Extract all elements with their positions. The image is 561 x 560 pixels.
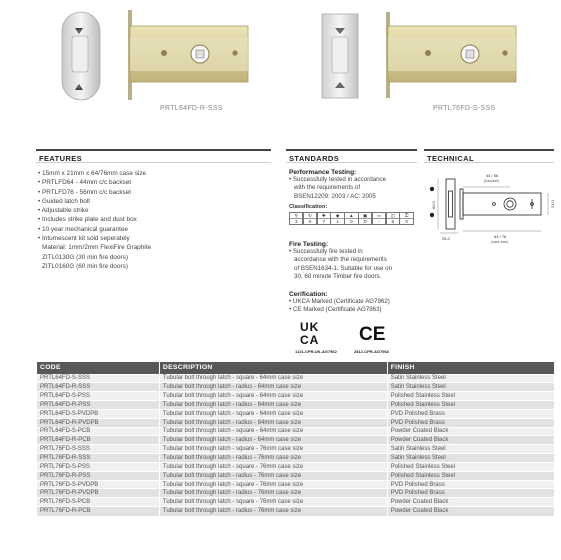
classification-cell: ▭ -	[372, 212, 386, 225]
column-header-description: DESCRIPTION	[159, 362, 387, 374]
column-header-finish: FINISH	[387, 362, 554, 374]
table-header-row	[37, 362, 555, 374]
classification-cell: ◆ 1	[330, 212, 344, 225]
classification-cell: ◫ 8	[386, 212, 400, 225]
feature-item: • Guided latch bolt	[38, 197, 90, 205]
cell-description: Tubular bolt through latch - square - 64mm case size	[159, 427, 387, 436]
certification-text: • CE Marked (Certificate AG7963)	[289, 306, 382, 314]
cell-code: PRTL64FD-R-PVDPB	[37, 418, 160, 427]
dim-height: 60.0	[431, 201, 436, 209]
cell-code: PRTL64FD-S-SSS	[37, 374, 160, 383]
certification-marks	[292, 318, 407, 356]
table-row	[37, 418, 555, 427]
cell-finish: Satin Stainless Steel	[387, 454, 554, 463]
cell-description: Tubular bolt through latch - square - 76mm case size	[159, 445, 387, 454]
feature-item: • PRTLFD64 - 44mm c/c backset	[38, 179, 132, 187]
feature-item: • 10 year mechanical guarantee	[38, 225, 128, 233]
cell-code: PRTL76FD-R-PCB	[37, 507, 160, 516]
cell-finish: PVD Polished Brass	[387, 409, 554, 418]
cell-finish: Powder Coated Black	[387, 507, 554, 516]
feature-item: • PRTLFD76 - 56mm c/c backset	[38, 188, 132, 196]
dim-backset-sub: (backset)	[484, 179, 499, 183]
cell-description: Tubular bolt through latch - square - 76mm case size	[159, 480, 387, 489]
table-row	[37, 427, 555, 436]
cell-code: PRTL76FD-S-PCB	[37, 498, 160, 507]
cell-code: PRTL64FD-S-PVDPB	[37, 409, 160, 418]
classification-cell: ✚ 7	[317, 212, 331, 225]
fire-title: Fire Testing:	[289, 241, 329, 248]
cell-code: PRTL76FD-R-PSS	[37, 471, 160, 480]
cell-description: Tubular bolt through latch - square - 64mm case size	[159, 409, 387, 418]
cell-code: PRTL76FD-R-PVDPB	[37, 489, 160, 498]
fire-testing	[289, 241, 419, 281]
standards-heading: STANDARDS	[286, 149, 417, 163]
cell-code: PRTL64FD-S-PCB	[37, 427, 160, 436]
certification	[289, 291, 419, 315]
table-row	[37, 471, 555, 480]
classification-cell: ▲ 0	[344, 212, 358, 225]
cell-description: Tubular bolt through latch - radius - 76mm case size	[159, 471, 387, 480]
fire-text: 30, 60 minute Timber fire doors.	[294, 272, 382, 280]
table-row	[37, 454, 555, 463]
product-code-label: PRTL76FD-S-SSS	[433, 105, 496, 112]
cell-code: PRTL64FD-R-SSS	[37, 383, 160, 392]
cell-description: Tubular bolt through latch - square - 64mm case size	[159, 374, 387, 383]
fire-text: • Successfully fire tested in	[289, 248, 363, 255]
cell-code: PRTL76FD-S-PSS	[37, 462, 160, 471]
cell-finish: Satin Stainless Steel	[387, 445, 554, 454]
features-list	[38, 169, 263, 271]
performance-title: Performance Testing:	[289, 169, 357, 176]
cell-description: Tubular bolt through latch - radius - 64mm case size	[159, 436, 387, 445]
cell-description: Tubular bolt through latch - radius - 76mm case size	[159, 507, 387, 516]
technical-heading: TECHNICAL	[424, 149, 554, 163]
cell-description: Tubular bolt through latch - radius - 64mm case size	[159, 401, 387, 410]
table-row	[37, 462, 555, 471]
ukca-logo-top: UK	[300, 320, 320, 334]
classification-cell: ⚲ 3	[289, 212, 303, 225]
cell-finish: Satin Stainless Steel	[387, 374, 554, 383]
table-row	[37, 445, 555, 454]
feature-item: Material: 1mm/2mm FlexiFire Graphite	[42, 244, 152, 252]
cell-description: Tubular bolt through latch - radius - 64mm case size	[159, 383, 387, 392]
table-row	[37, 383, 555, 392]
cell-code: PRTL76FD-S-PVDPB	[37, 480, 160, 489]
feature-item: • Intumescent kit sold seperately	[38, 235, 130, 243]
cell-finish: Polished Stainless Steel	[387, 401, 554, 410]
cell-description: Tubular bolt through latch - square - 76mm case size	[159, 498, 387, 507]
performance-text: with the requirements of	[294, 184, 361, 192]
cell-code: PRTL64FD-R-PSS	[37, 401, 160, 410]
cell-description: Tubular bolt through latch - square - 64mm case size	[159, 392, 387, 401]
cell-finish: Powder Coated Black	[387, 427, 554, 436]
table-row	[37, 498, 555, 507]
cell-description: Tubular bolt through latch - radius - 64mm case size	[159, 418, 387, 427]
classification-grid	[289, 212, 419, 225]
table-row	[37, 409, 555, 418]
table-row	[37, 374, 555, 383]
table-row	[37, 489, 555, 498]
feature-item: • Adjustable strike	[38, 207, 89, 215]
classification-title: Classification:	[289, 203, 328, 210]
dim-width: 21.0	[550, 200, 555, 208]
performance-testing	[289, 169, 419, 225]
table-row	[37, 507, 555, 516]
cell-finish: Polished Stainless Steel	[387, 462, 554, 471]
cell-finish: PVD Polished Brass	[387, 489, 554, 498]
classification-cell: ↻ X	[303, 212, 317, 225]
cell-finish: Polished Stainless Steel	[387, 471, 554, 480]
performance-text: BSEN12209: 2003 / AC: 2005	[294, 192, 376, 200]
table-row	[37, 436, 555, 445]
fire-text: accordance with the requirements	[294, 256, 387, 264]
table-row	[37, 401, 555, 410]
technical-drawing	[428, 171, 556, 254]
cell-description: Tubular bolt through latch - radius - 76mm case size	[159, 454, 387, 463]
cell-finish: Polished Stainless Steel	[387, 392, 554, 401]
feature-item: • 15mm x 21mm x 64/76mm case size	[38, 170, 147, 177]
ce-logo-text: CE	[359, 324, 386, 345]
certification-text: • UKCA Marked (Certificate AG7962)	[289, 298, 390, 305]
cell-code: PRTL76FD-S-SSS	[37, 445, 160, 454]
dim-backset: 44 / 56	[486, 173, 499, 178]
product-images	[0, 0, 561, 140]
classification-cell: ⚿ 0	[399, 212, 413, 225]
ukca-ce-logos	[292, 318, 407, 348]
classification-cell: ▣ D	[358, 212, 372, 225]
cell-finish: PVD Polished Brass	[387, 480, 554, 489]
ukca-logo-bottom: CA	[300, 333, 320, 347]
cell-finish: PVD Polished Brass	[387, 418, 554, 427]
dim-faceplate: 25.2	[442, 236, 450, 241]
feature-item: ZITL0130G (30 min fire doors)	[42, 253, 128, 261]
fire-text: of BSEN1634-1. Suitable for use on	[294, 264, 393, 272]
cell-description: Tubular bolt through latch - square - 76mm case size	[159, 462, 387, 471]
features-heading: FEATURES	[36, 149, 271, 163]
column-header-code: CODE	[37, 362, 160, 374]
product-image-square-latch	[320, 4, 520, 104]
cell-finish: Powder Coated Black	[387, 436, 554, 445]
product-code-table	[36, 362, 554, 516]
ukca-certificate-number: 1121-CPR-UK-AG7962	[295, 349, 337, 354]
product-code-label: PRTL64FD-R-SSS	[160, 105, 223, 112]
cell-description: Tubular bolt through latch - radius - 76mm case size	[159, 489, 387, 498]
feature-item: ZITL0160G (60 min fire doors)	[42, 262, 128, 270]
dim-case-sub: (case size)	[491, 240, 509, 244]
cell-code: PRTL64FD-R-PCB	[37, 436, 160, 445]
dim-case: 64 / 76	[494, 234, 507, 239]
table-row	[37, 480, 555, 489]
table-row	[37, 392, 555, 401]
cell-finish: Satin Stainless Steel	[387, 383, 554, 392]
cell-finish: Powder Coated Black	[387, 498, 554, 507]
cell-code: PRTL64FD-S-PSS	[37, 392, 160, 401]
product-image-radius-latch	[52, 4, 252, 104]
certification-title: Cerification:	[289, 291, 328, 298]
performance-text: • Successfully tested in accordance	[289, 176, 387, 183]
ce-certificate-number: 2812-CPR-AG7963	[354, 349, 389, 354]
cell-code: PRTL76FD-R-SSS	[37, 454, 160, 463]
feature-item: • Includes strike plate and dust box	[38, 216, 137, 224]
